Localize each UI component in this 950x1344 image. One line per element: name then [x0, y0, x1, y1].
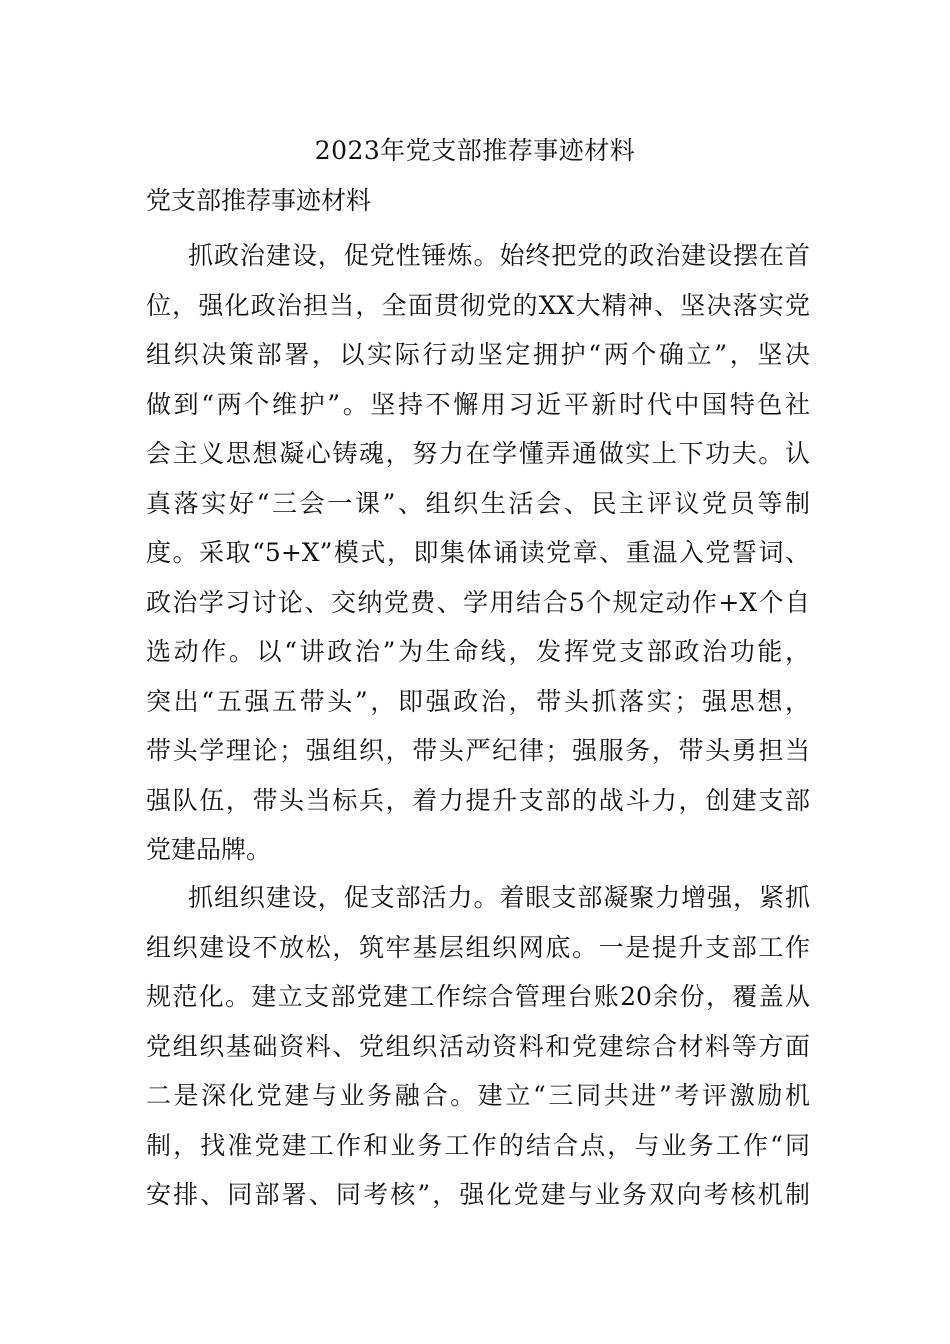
- paragraph-line: 抓组织建设，促支部活力。着眼支部凝聚力增强，紧抓: [188, 883, 810, 912]
- paragraph-line: 强队伍，带头当标兵，着力提升支部的战斗力，创建支部: [146, 785, 810, 815]
- paragraph-line: 抓政治建设，促党性锤炼。始终把党的政治建设摆在首: [188, 241, 810, 270]
- paragraph-line: 会主义思想凝心铸魂，努力在学懂弄通做实上下功夫。认: [146, 439, 810, 468]
- paragraph-line: 突出“五强五带头”，即强政治，带头抓落实；强思想，: [146, 686, 810, 716]
- paragraph-line: 做到“两个维护”。坚持不懈用习近平新时代中国特色社: [146, 389, 810, 419]
- paragraph-line: 位，强化政治担当，全面贯彻党的XX大精神、坚决落实党: [146, 290, 810, 320]
- paragraph-line: 组织决策部署，以实际行动坚定拥护“两个确立”，坚决: [146, 340, 810, 369]
- paragraph-line: 党建品牌。: [146, 835, 272, 864]
- paragraph-2: [146, 873, 810, 1220]
- paragraph-line: 规范化。建立支部党建工作综合管理台账20余份，覆盖从: [146, 982, 810, 1011]
- paragraph-line: 二是深化党建与业务融合。建立“三同共进”考评激励机: [146, 1081, 810, 1110]
- paragraph-line: 制，找准党建工作和业务工作的结合点，与业务工作“同: [146, 1130, 810, 1160]
- paragraph-line: 真落实好“三会一课”、组织生活会、民主评议党员等制: [146, 488, 810, 518]
- paragraph-line: 组织建设不放松，筑牢基层组织网底。一是提升支部工作: [146, 932, 810, 962]
- paragraph-1: [146, 231, 810, 875]
- paragraph-line: 带头学理论；强组织，带头严纪律；强服务，带头勇担当: [146, 736, 810, 765]
- paragraph-line: 政治学习讨论、交纳党费、学用结合5个规定动作+X个自: [146, 587, 810, 617]
- paragraph-line: 安排、同部署、同考核”，强化党建与业务双向考核机制: [146, 1180, 810, 1209]
- paragraph-line: 党组织基础资料、党组织活动资料和党建综合材料等方面: [146, 1031, 810, 1061]
- document-subtitle: 党支部推荐事迹材料: [146, 186, 372, 215]
- paragraph-line: 选动作。以“讲政治”为生命线，发挥党支部政治功能，: [146, 637, 810, 666]
- document-title: 2023年党支部推荐事迹材料: [314, 136, 636, 165]
- paragraph-line: 度。采取“5+X”模式，即集体诵读党章、重温入党誓词、: [146, 538, 810, 567]
